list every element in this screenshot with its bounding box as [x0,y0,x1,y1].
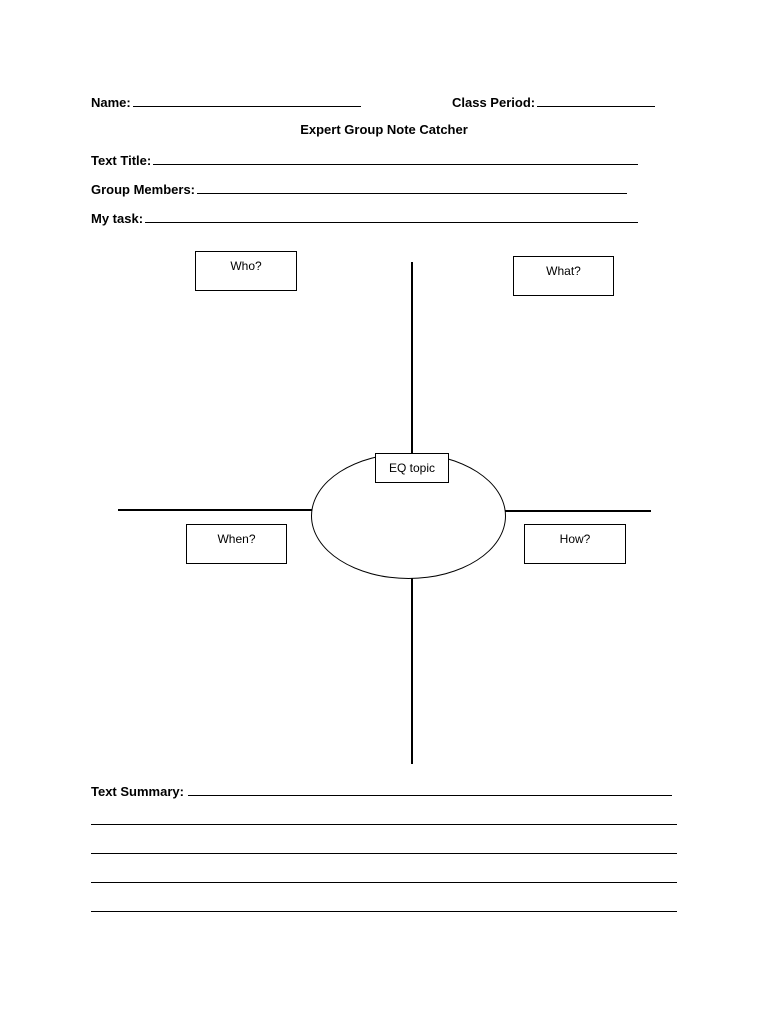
organizer-horizontal-line-left [118,509,312,511]
text-title-label: Text Title: [91,153,152,168]
summary-line[interactable] [91,853,677,854]
group-members-blank-line[interactable] [197,193,627,194]
my-task-field[interactable] [91,208,638,226]
my-task-label: My task: [91,211,144,226]
group-members-label: Group Members: [91,182,196,197]
what-box: What? [513,256,614,296]
name-label: Name: [91,95,131,110]
page-title: Expert Group Note Catcher [300,122,468,137]
text-summary-field[interactable] [91,781,672,799]
when-box: When? [186,524,287,564]
text-title-field[interactable] [91,150,638,168]
name-blank-line[interactable] [133,106,361,107]
text-summary-blank-line[interactable] [188,795,672,796]
eq-topic-box: EQ topic [375,453,449,483]
text-title-blank-line[interactable] [153,164,638,165]
class-period-blank-line[interactable] [537,106,655,107]
who-box: Who? [195,251,297,291]
summary-line[interactable] [91,824,677,825]
summary-line[interactable] [91,882,677,883]
how-box: How? [524,524,626,564]
organizer-vertical-line-bottom [411,578,413,764]
text-summary-label: Text Summary: [91,784,184,799]
my-task-blank-line[interactable] [145,222,638,223]
group-members-field[interactable] [91,179,627,197]
organizer-horizontal-line-right [505,510,651,512]
class-period-field[interactable] [452,92,655,110]
organizer-vertical-line-top [411,262,413,454]
class-period-label: Class Period: [452,95,536,110]
summary-line[interactable] [91,911,677,912]
name-field[interactable] [91,92,361,110]
